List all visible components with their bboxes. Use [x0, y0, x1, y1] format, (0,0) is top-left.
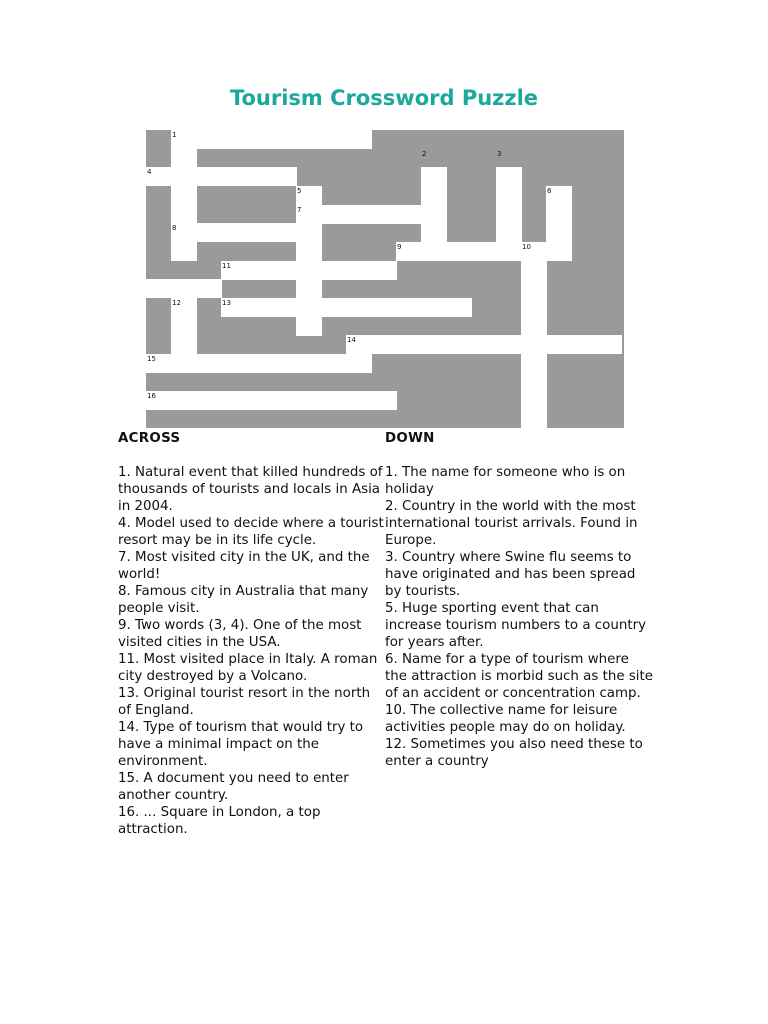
grid-cell[interactable] — [421, 298, 447, 317]
grid-cell[interactable] — [471, 335, 497, 354]
crossword-grid — [146, 130, 624, 428]
grid-cell[interactable] — [246, 261, 272, 280]
clue-number: 3 — [497, 149, 502, 158]
grid-cell[interactable] — [346, 205, 372, 224]
grid-cell[interactable] — [321, 261, 347, 280]
grid-cell[interactable] — [296, 391, 322, 410]
clue-number: 1 — [172, 131, 177, 139]
grid-cell[interactable] — [521, 261, 547, 280]
grid-cell[interactable] — [546, 335, 572, 354]
grid-cell[interactable] — [171, 335, 197, 354]
grid-cell[interactable] — [321, 354, 347, 373]
grid-cell[interactable] — [271, 261, 297, 280]
down-clue-5: 5. Huge sporting event that can increase tourism numbers to a country for years after. — [385, 601, 646, 650]
grid-cell[interactable] — [221, 167, 247, 186]
grid-cell[interactable] — [446, 242, 472, 261]
grid-cell[interactable] — [196, 130, 222, 149]
grid-cell[interactable] — [396, 298, 422, 317]
grid-cell[interactable] — [221, 391, 247, 410]
clue-number: 6 — [547, 186, 552, 195]
grid-cell[interactable] — [546, 223, 572, 242]
across-clue-16: 16. ... Square in London, a top attraction. — [118, 805, 321, 837]
grid-cell[interactable] — [496, 335, 522, 354]
grid-cell[interactable] — [446, 335, 472, 354]
clue-number: 8 — [172, 224, 177, 233]
grid-cell[interactable] — [421, 242, 447, 261]
grid-cell[interactable] — [421, 335, 447, 354]
grid-cell[interactable] — [196, 167, 222, 186]
grid-cell[interactable] — [246, 130, 272, 149]
grid-cell[interactable] — [171, 149, 197, 168]
grid-cell[interactable] — [346, 261, 372, 280]
grid-cell[interactable] — [271, 391, 297, 410]
grid-cell[interactable] — [496, 242, 522, 261]
grid-cell[interactable] — [196, 391, 222, 410]
grid-cell[interactable] — [271, 298, 297, 317]
down-clue-3: 3. Country where Swine flu seems to have originated and has been spread by tourists. — [385, 550, 636, 599]
grid-cell[interactable] — [346, 354, 372, 373]
grid-cell[interactable] — [521, 335, 547, 354]
grid-cell[interactable] — [371, 335, 397, 354]
grid-cell[interactable] — [596, 335, 622, 354]
clue-number: 12 — [172, 298, 181, 307]
grid-cell[interactable] — [496, 167, 522, 186]
clue-number: 9 — [397, 242, 402, 251]
grid-cell[interactable] — [296, 242, 322, 261]
grid-cell[interactable] — [371, 205, 397, 224]
down-clue-6: 6. Name for a type of tourism where the attraction is morbid such as the site of an accident or concentration camp. — [385, 652, 654, 701]
grid-cell[interactable] — [521, 298, 547, 317]
grid-cell[interactable] — [371, 298, 397, 317]
grid-cell[interactable] — [546, 242, 572, 261]
clue-number: 5 — [297, 186, 302, 195]
grid-cell[interactable] — [246, 354, 272, 373]
grid-cell[interactable] — [321, 205, 347, 224]
grid-cell[interactable] — [346, 298, 372, 317]
grid-cell[interactable] — [146, 279, 172, 298]
grid-cell[interactable] — [271, 167, 297, 186]
grid-cell[interactable] — [496, 223, 522, 242]
grid-cell[interactable] — [171, 391, 197, 410]
down-clue-12: 12. Sometimes you also need these to enter a country — [385, 737, 643, 769]
across-clue-4: 4. Model used to decide where a tourist resort may be in its life cycle. — [118, 516, 384, 548]
grid-cell[interactable] — [421, 223, 447, 242]
grid-cell[interactable] — [171, 186, 197, 205]
grid-cell[interactable] — [296, 354, 322, 373]
grid-cell[interactable] — [296, 261, 322, 280]
down-clues — [385, 430, 655, 770]
grid-cell[interactable] — [321, 298, 347, 317]
clue-number: 16 — [147, 392, 156, 401]
grid-cell[interactable] — [496, 186, 522, 205]
grid-cell[interactable] — [346, 130, 372, 149]
grid-cell[interactable] — [246, 391, 272, 410]
grid-cell[interactable] — [271, 130, 297, 149]
clue-number: 14 — [347, 336, 356, 345]
grid-cell[interactable] — [546, 205, 572, 224]
grid-cell[interactable] — [521, 317, 547, 336]
grid-cell[interactable] — [196, 354, 222, 373]
page-title: Tourism Crossword Puzzle — [229, 86, 539, 110]
across-clue-13: 13. Original tourist resort in the north of England. — [118, 686, 371, 718]
grid-cell[interactable] — [296, 298, 322, 317]
grid-cell[interactable] — [296, 223, 322, 242]
grid-cell[interactable] — [571, 335, 597, 354]
grid-cell[interactable] — [521, 391, 547, 410]
down-heading: DOWN — [385, 431, 435, 446]
down-clue-1: 1. The name for someone who is on holiday — [385, 465, 626, 497]
grid-cell[interactable] — [446, 298, 472, 317]
clue-number: 10 — [522, 242, 531, 251]
clue-number: 15 — [147, 354, 156, 363]
across-clues — [118, 430, 386, 838]
grid-cell[interactable] — [246, 298, 272, 317]
clue-number: 11 — [222, 261, 231, 270]
grid-cell[interactable] — [321, 130, 347, 149]
grid-cell[interactable] — [221, 354, 247, 373]
grid-cell[interactable] — [271, 354, 297, 373]
grid-cell[interactable] — [171, 354, 197, 373]
grid-cell[interactable] — [171, 279, 197, 298]
grid-cell[interactable] — [521, 354, 547, 373]
across-heading: ACROSS — [118, 431, 181, 446]
grid-cell[interactable] — [371, 391, 397, 410]
grid-cell[interactable] — [346, 391, 372, 410]
grid-cell[interactable] — [246, 223, 272, 242]
across-clue-15: 15. A document you need to enter another country. — [118, 771, 349, 803]
grid-cell[interactable] — [421, 205, 447, 224]
down-clue-2: 2. Country in the world with the most international tourist arrivals. Found in Europe. — [385, 499, 638, 548]
grid-cell[interactable] — [171, 242, 197, 261]
grid-cell[interactable] — [171, 167, 197, 186]
grid-cell[interactable] — [396, 335, 422, 354]
across-clue-9: 9. Two words (3, 4). One of the most visited cities in the USA. — [118, 618, 362, 650]
across-clue-14: 14. Type of tourism that would try to have a minimal impact on the environment. — [118, 720, 364, 769]
grid-cell[interactable] — [371, 261, 397, 280]
grid-cell[interactable] — [171, 317, 197, 336]
clue-number: 4 — [147, 168, 152, 177]
clue-number: 2 — [422, 149, 427, 158]
down-clue-10: 10. The collective name for leisure activities people may do on holiday. — [385, 703, 626, 735]
grid-cell[interactable] — [296, 317, 322, 336]
across-clue-1: 1. Natural event that killed hundreds of thousands of tourists and locals in Asia in 2004. — [118, 465, 383, 514]
grid-cell[interactable] — [396, 205, 422, 224]
grid-cell[interactable] — [421, 186, 447, 205]
grid-cell[interactable] — [296, 130, 322, 149]
grid-cell[interactable] — [471, 242, 497, 261]
grid-cell[interactable] — [296, 279, 322, 298]
grid-cell[interactable] — [271, 223, 297, 242]
grid-cell[interactable] — [521, 279, 547, 298]
grid-cell[interactable] — [221, 130, 247, 149]
grid-cell[interactable] — [496, 205, 522, 224]
grid-cell[interactable] — [221, 223, 247, 242]
grid-cell[interactable] — [421, 167, 447, 186]
grid-cell[interactable] — [521, 410, 547, 428]
grid-cell[interactable] — [521, 372, 547, 391]
grid-cell[interactable] — [246, 167, 272, 186]
grid-cell[interactable] — [321, 391, 347, 410]
grid-cell[interactable] — [171, 205, 197, 224]
across-clue-7: 7. Most visited city in the UK, and the world! — [118, 550, 370, 582]
clue-number: 7 — [297, 205, 302, 214]
grid-cell[interactable] — [196, 279, 222, 298]
across-clue-11: 11. Most visited place in Italy. A roman city destroyed by a Volcano. — [118, 652, 378, 684]
clue-number: 13 — [222, 298, 231, 307]
across-clue-8: 8. Famous city in Australia that many people visit. — [118, 584, 369, 616]
grid-cell[interactable] — [196, 223, 222, 242]
